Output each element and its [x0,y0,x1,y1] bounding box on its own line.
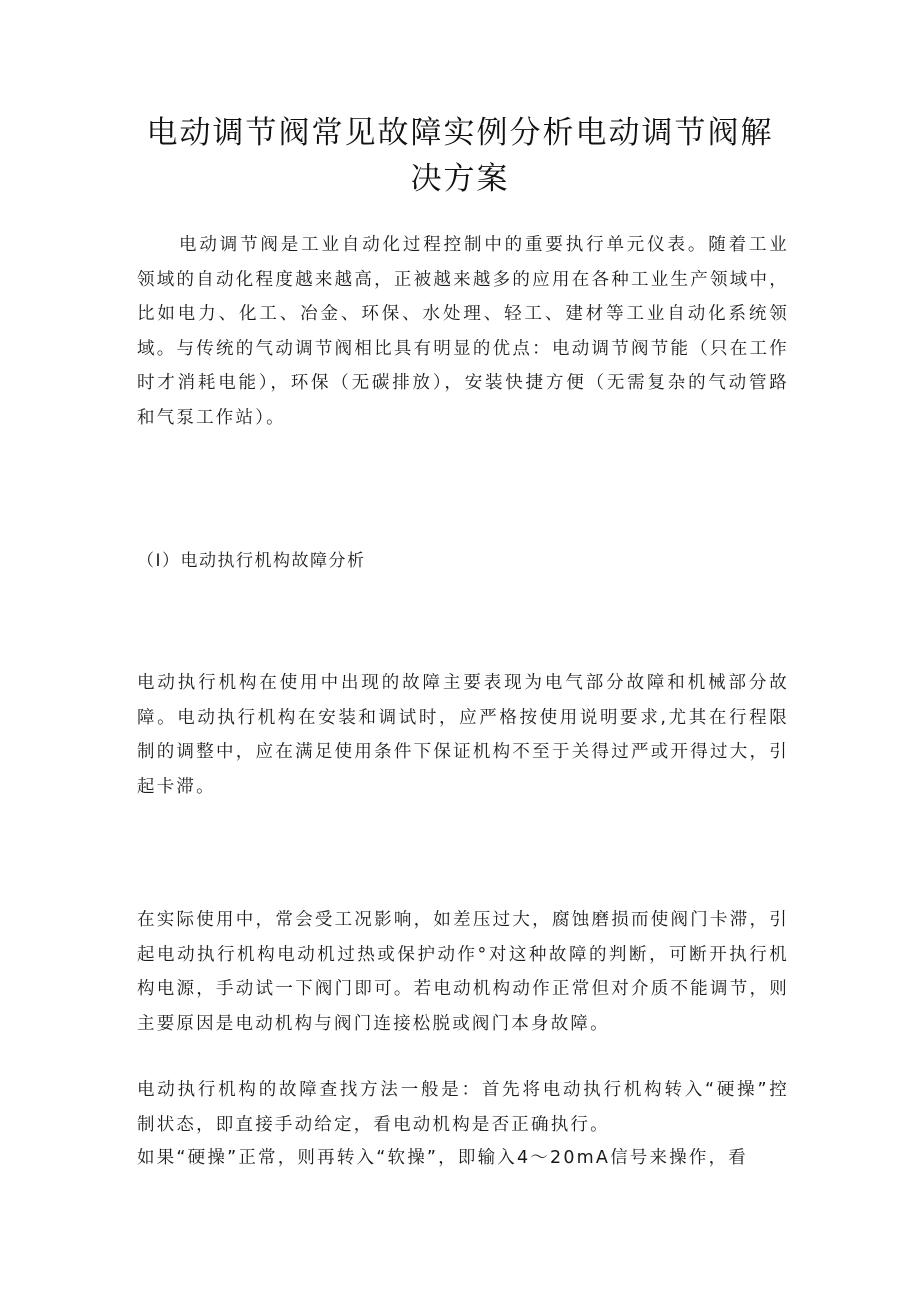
section-heading: （I）电动执行机构故障分析 [137,551,366,571]
method-paragraph: 电动执行机构的故障查找方法一般是：首先将电动执行机构转入“硬操”控制状态，即直接手动给定，看电动机构是否正确执行。 [137,1080,789,1135]
if-paragraph: 如果“硬操”正常，则再转入“软操”，即输入4～20mA信号来操作，看 [137,1148,748,1168]
document-title [140,110,780,202]
title-line-1: 电动调节阀常见故障实例分析电动调节阀解 [146,115,774,151]
faults-paragraph: 电动执行机构在使用中出现的故障主要表现为电气部分故障和机械部分故障。电动执行机构在安装和调试时，应严格按使用说明要求,尤其在行程限制的调整中，应在满足使用条件下保证机构不至于关得过严或开得过大，引起卡滞。 [137,673,789,797]
title-line-2: 决方案 [410,161,510,197]
intro-paragraph: 电动调节阀是工业自动化过程控制中的重要执行单元仪表。随着工业领域的自动化程度越来越高，正被越来越多的应用在各种工业生产领域中，比如电力、化工、冶金、环保、水处理、轻工、建材等工业自动化系统领域。与传统的气动调节阀相比具有明显的优点：电动调节阀节能（只在工作时才消耗电能），环保（无碳排放），安装快捷方便（无需复杂的气动管路和气泵工作站）。 [137,235,789,428]
usage-paragraph: 在实际使用中，常会受工况影响，如差压过大，腐蚀磨损而使阀门卡滞，引起电动执行机构电动机过热或保护动作°对这种故障的判断，可断开执行机构电源，手动试一下阀门即可。若电动机构动作正常但对介质不能调节，则主要原因是电动机构与阀门连接松脱或阀门本身故障。 [137,910,789,1034]
